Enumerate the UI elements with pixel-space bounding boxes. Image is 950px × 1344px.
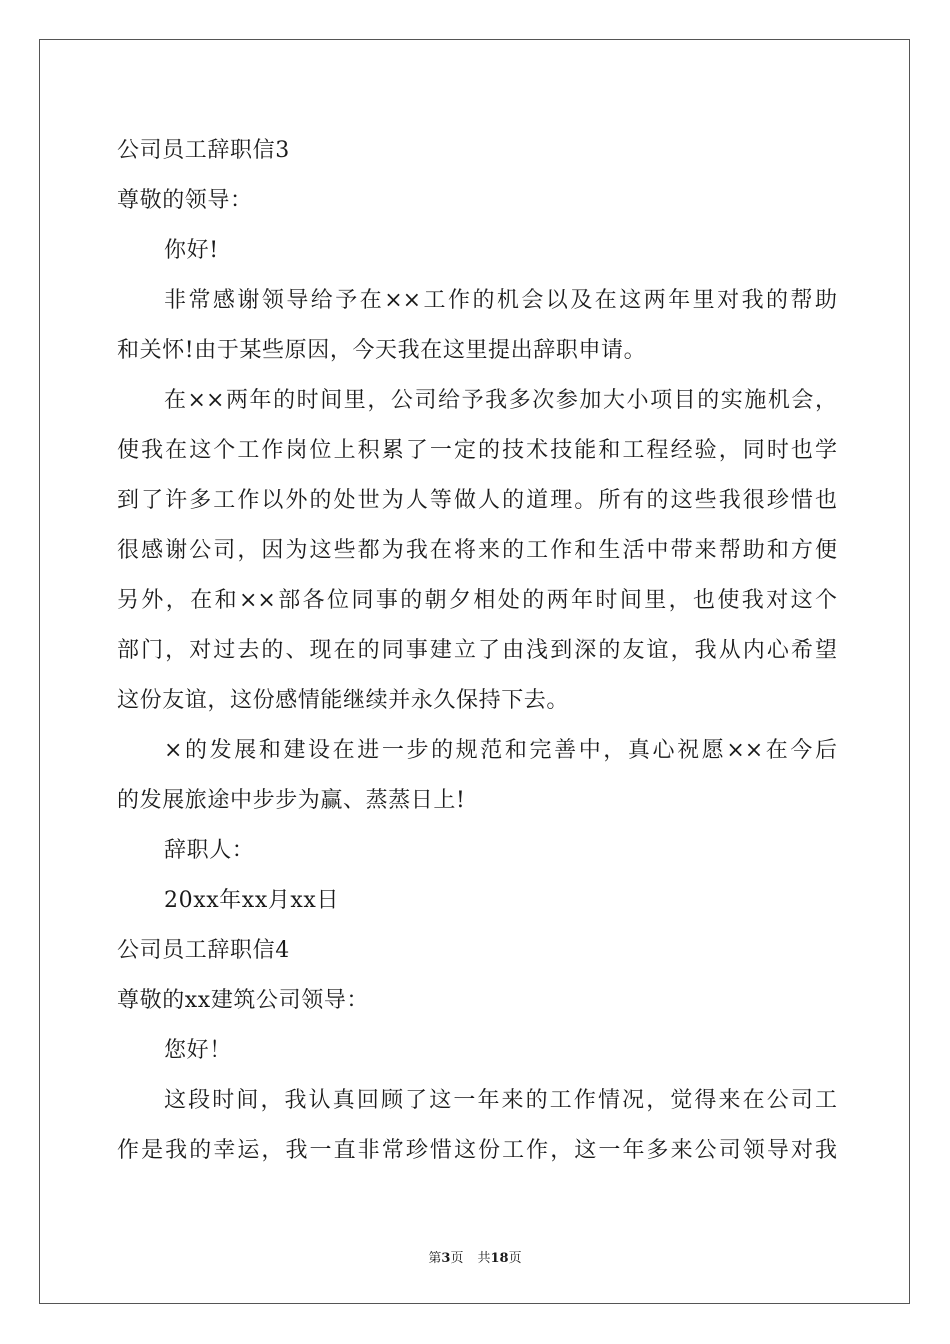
letter4-p1-line: 这段时间，我认真回顾了这一年来的工作情况，觉得来在公司工 [164,1088,837,1113]
letter4-greeting: 您好！ [164,1038,232,1063]
footer-total-suffix: 页 [508,1251,522,1266]
letter3-p3-line: ×的发展和建设在进一步的规范和完善中，真心祝愿××在今后 [164,738,837,763]
letter3-title: 公司员工辞职信3 [117,138,290,163]
letter3-p1-line: 和关怀!由于某些原因，今天我在这里提出辞职申请。 [117,338,647,363]
letter3-p2-line: 使我在这个工作岗位上积累了一定的技术技能和工程经验，同时也学 [117,438,837,463]
letter4-title: 公司员工辞职信4 [117,938,290,963]
letter3-p2-line: 部门，对过去的、现在的同事建立了由浅到深的友谊，我从内心希望 [117,638,837,663]
letter3-p2-line: 这份友谊，这份感情能继续并永久保持下去。 [117,688,570,713]
letter3-signer: 辞职人： [164,838,255,863]
footer-page-total: 18 [490,1251,509,1266]
letter3-p1-line: 非常感谢领导给予在××工作的机会以及在这两年里对我的帮助 [164,288,837,313]
letter3-p3-line: 的发展旅途中步步为赢、蒸蒸日上! [117,788,466,813]
letter3-p2-line: 到了许多工作以外的处世为人等做人的道理。所有的这些我很珍惜也 [117,488,837,513]
letter4-p1-line: 作是我的幸运，我一直非常珍惜这份工作，这一年多来公司领导对我 [117,1138,837,1163]
letter4-salutation: 尊敬的xx建筑公司领导： [117,988,370,1013]
page-footer [0,1247,950,1266]
letter3-greeting: 你好! [164,238,219,263]
letter3-p2-line: 另外，在和××部各位同事的朝夕相处的两年时间里，也使我对这个 [117,588,837,613]
letter3-salutation: 尊敬的领导： [117,188,253,213]
footer-page-suffix: 页 [450,1251,464,1266]
footer-page-prefix: 第 [428,1251,442,1266]
document-body [117,126,837,1176]
footer-total-prefix: 共 [477,1251,491,1266]
letter3-p2-line: 在××两年的时间里，公司给予我多次参加大小项目的实施机会， [164,388,837,413]
letter3-date: 20xx年xx月xx日 [164,888,340,913]
footer-page-current: 3 [441,1251,451,1266]
letter3-p2-line: 很感谢公司，因为这些都为我在将来的工作和生活中带来帮助和方便 [117,538,837,563]
